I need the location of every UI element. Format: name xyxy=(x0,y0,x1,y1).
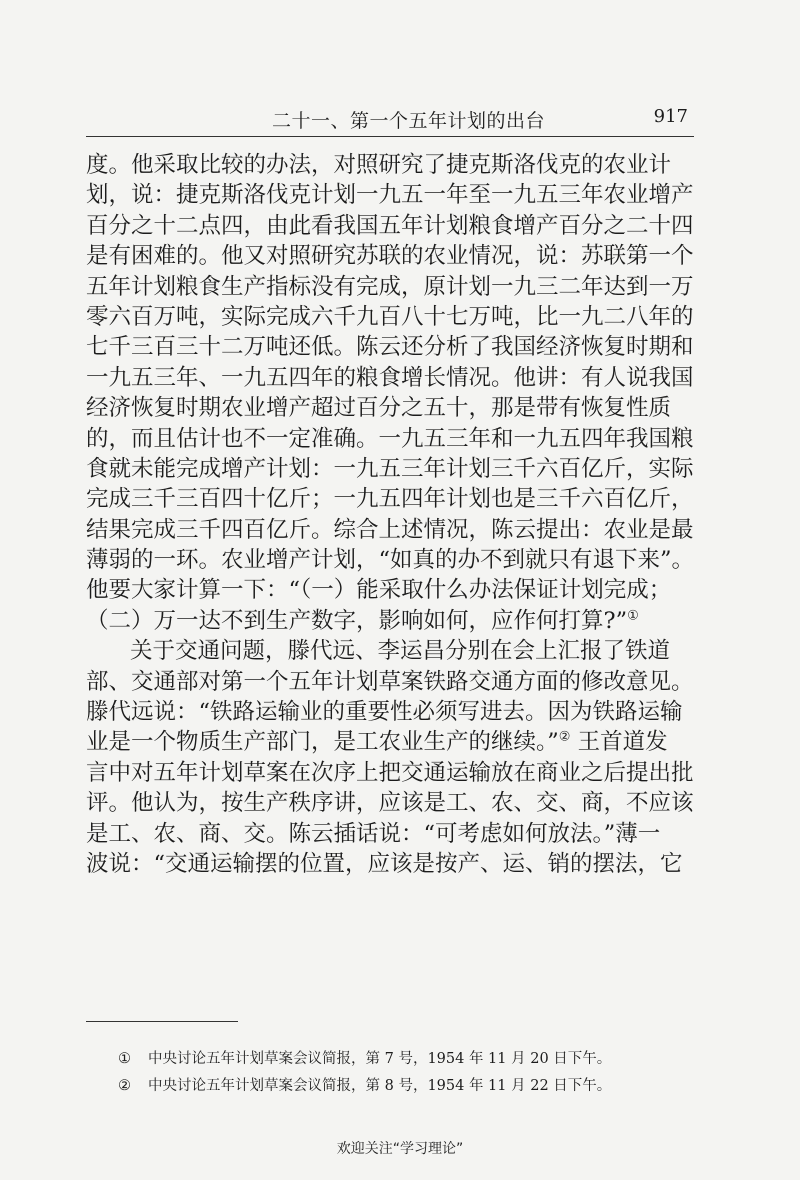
footnotes xyxy=(118,1046,698,1100)
footnote-ref-1: ① xyxy=(627,608,639,624)
text-line-content: 王首道发 xyxy=(570,729,668,756)
footnote-text: 中央讨论五年计划草案会议简报，第 8 号，1954 年 11 月 22 日下午。 xyxy=(148,1078,612,1094)
text-line: 完成三千三百四十亿斤；一九五四年计划也是三千六百亿斤， xyxy=(86,486,694,513)
text-line: 是有困难的。他又对照研究苏联的农业情况，说：苏联第一个 xyxy=(86,243,694,270)
text-line: 经济恢复时期农业增产超过百分之五十，那是带有恢复性质 xyxy=(86,395,672,422)
text-line: 他要大家计算一下：“（一）能采取什么办法保证计划完成； xyxy=(86,577,672,604)
chapter-title: 二十一、第一个五年计划的出台 xyxy=(272,110,546,132)
text-line: 薄弱的一环。农业增产计划，“如真的办不到就只有退下来”。 xyxy=(86,547,695,574)
text-line: 度。他采取比较的办法，对照研究了捷克斯洛伐克的农业计 xyxy=(86,152,672,178)
text-line-content: 业是一个物质生产部门，是工农业生产的继续。” xyxy=(86,729,559,756)
text-line: 一九五三年、一九五四年的粮食增长情况。他讲：有人说我国 xyxy=(86,364,694,391)
text-line: 言中对五年计划草案在次序上把交通运输放在商业之后提出批 xyxy=(86,759,694,786)
footnote-divider xyxy=(86,1021,238,1022)
body-text xyxy=(86,150,698,879)
text-line: 评。他认为，按生产秩序讲，应该是工、农、交、商，不应该 xyxy=(86,790,694,817)
footnote-2 xyxy=(118,1073,698,1100)
text-line: 七千三百三十二万吨还低。陈云还分析了我国经济恢复时期和 xyxy=(86,334,694,361)
footnote-1 xyxy=(118,1046,698,1073)
footnote-marker: ① xyxy=(118,1051,131,1067)
footnote-text: 中央讨论五年计划草案会议简报，第 7 号，1954 年 11 月 20 日下午。 xyxy=(148,1051,612,1067)
running-header xyxy=(86,100,694,137)
text-line: 滕代远说：“铁路运输业的重要性必须写进去。因为铁路运输 xyxy=(86,699,683,726)
text-line: 食就未能完成增产计划：一九五三年计划三千六百亿斤，实际 xyxy=(86,455,694,482)
text-line: 结果完成三千四百亿斤。综合上述情况，陈云提出：农业是最 xyxy=(86,516,694,543)
paragraph-start-line: 关于交通问题，滕代远、李运昌分别在会上汇报了铁道 xyxy=(130,638,671,665)
text-line: 百分之十二点四，由此看我国五年计划粮食增产百分之二十四 xyxy=(86,212,694,239)
text-line xyxy=(86,727,698,757)
text-line-content: （二）万一达不到生产数字，影响如何，应作何打算?” xyxy=(86,607,628,634)
footnote-ref-2: ② xyxy=(558,729,571,745)
text-line xyxy=(86,606,698,636)
text-line: 部、交通部对第一个五年计划草案铁路交通方面的修改意见。 xyxy=(86,668,694,695)
page-number: 917 xyxy=(653,106,688,127)
text-line: 五年计划粮食生产指标没有完成，原计划一九三二年达到一万 xyxy=(86,273,694,300)
text-line: 波说：“交通运输摆的位置，应该是按产、运、销的摆法，它 xyxy=(86,850,683,877)
footnote-marker: ② xyxy=(118,1078,131,1094)
watermark-caption: 欢迎关注“学习理论” xyxy=(336,1141,464,1157)
text-line: 的，而且估计也不一定准确。一九五三年和一九五四年我国粮 xyxy=(86,425,694,452)
text-line: 划，说：捷克斯洛伐克计划一九五一年至一九五三年农业增产 xyxy=(86,182,694,209)
text-line: 是工、农、商、交。陈云插话说：“可考虑如何放法。”薄一 xyxy=(86,820,661,847)
text-line: 零六百万吨，实际完成六千九百八十七万吨，比一九二八年的 xyxy=(86,303,694,330)
